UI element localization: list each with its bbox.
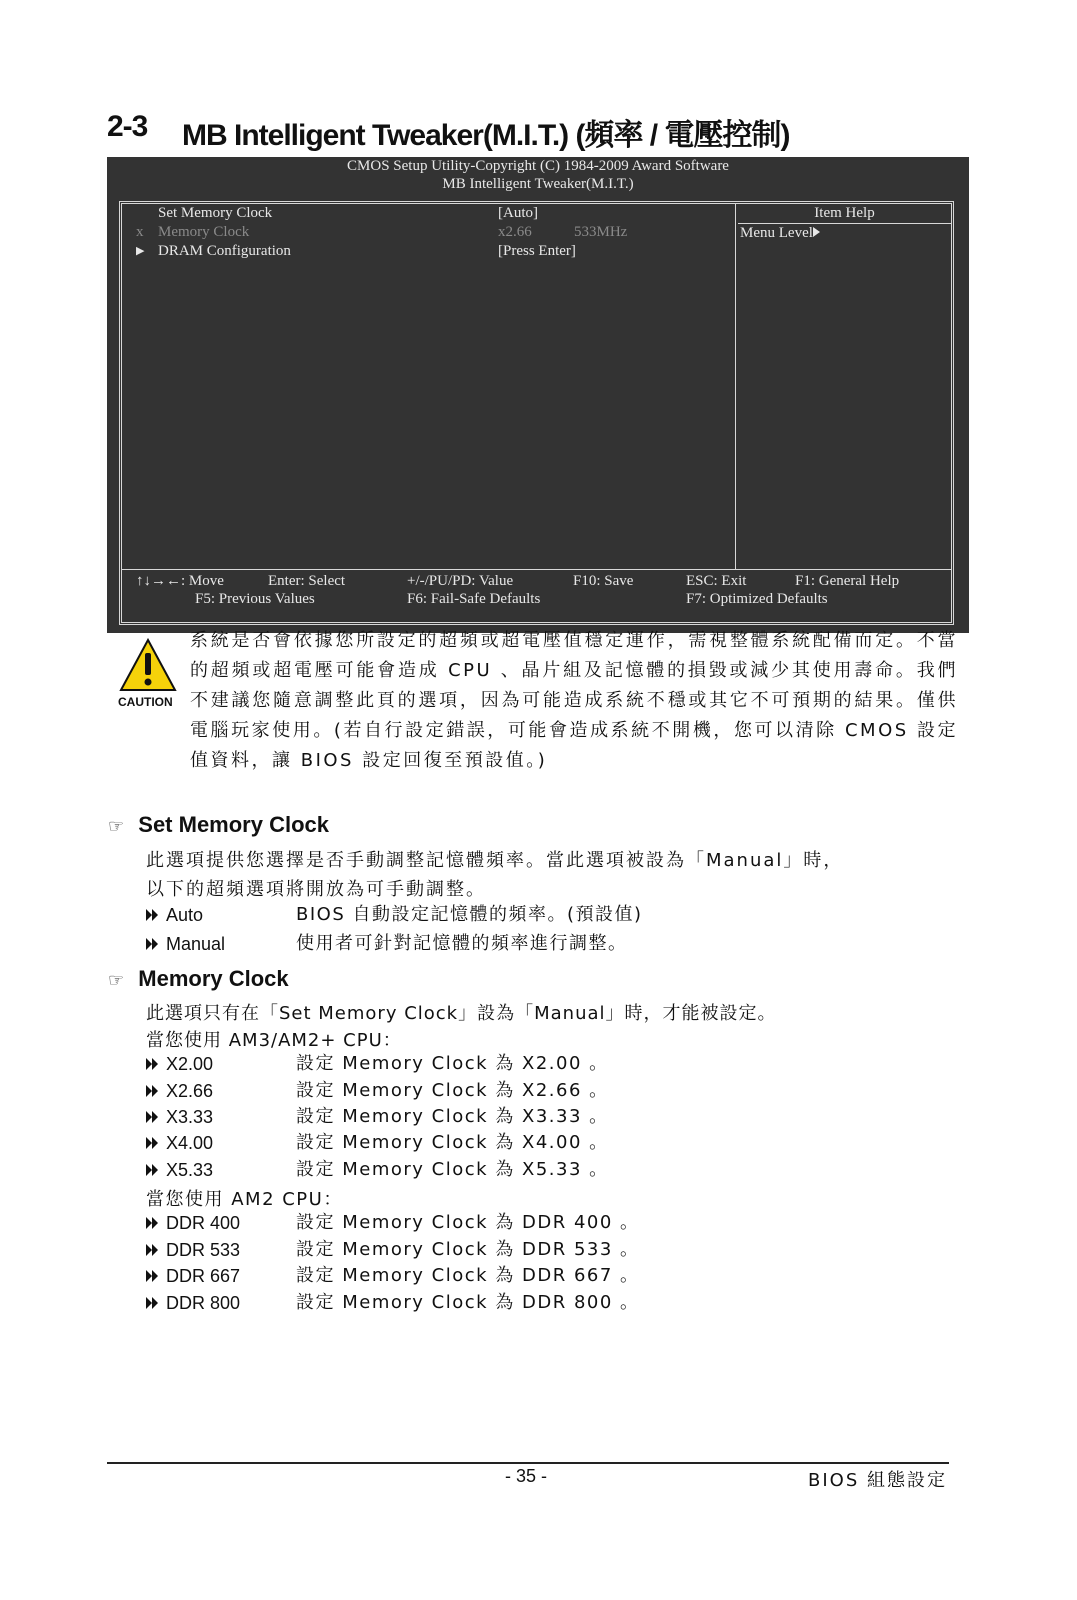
item-value: [Auto] — [498, 205, 538, 221]
triangle-right-icon — [813, 227, 820, 237]
option-desc: 設定 Memory Clock 為 DDR 400 。 — [296, 1212, 640, 1233]
option-desc: 設定 Memory Clock 為 X2.66 。 — [296, 1080, 609, 1101]
page-number: - 35 - — [505, 1466, 548, 1486]
option-desc: 設定 Memory Clock 為 X3.33 。 — [296, 1106, 609, 1127]
key-move: ↑↓→←: Move — [136, 573, 224, 589]
pointing-hand-icon: ☞ — [108, 970, 125, 991]
double-arrow-icon — [146, 1264, 166, 1288]
bios-frame — [119, 201, 954, 625]
memory-clock-desc: 此選項只有在「Set Memory Clock」設為「Manual」時，才能被設定。 — [146, 1003, 777, 1024]
disabled-x-marker: x — [136, 224, 144, 240]
section-title: MB Intelligent Tweaker(M.I.T.) (頻率 / 電壓控制) — [182, 119, 790, 152]
item-label: DRAM Configuration — [158, 243, 291, 259]
double-arrow-icon — [146, 903, 166, 927]
option-name: X2.00 — [166, 1054, 214, 1074]
option-x2-00 — [146, 1052, 609, 1076]
option-ddr-800 — [146, 1291, 640, 1315]
bios-divider-vertical — [735, 204, 736, 569]
double-arrow-icon — [146, 1211, 166, 1235]
option-name: X4.00 — [166, 1133, 214, 1153]
double-arrow-icon — [146, 1238, 166, 1262]
option-name: X5.33 — [166, 1160, 214, 1180]
item-help-title: Item Help — [738, 204, 951, 224]
submenu-arrow-icon: ▶ — [136, 245, 145, 257]
option-manual — [146, 932, 628, 956]
option-x4-00 — [146, 1131, 609, 1155]
caution-warning-icon — [118, 638, 182, 710]
bios-item-memory-clock — [122, 223, 722, 242]
option-name: DDR 800 — [166, 1293, 241, 1313]
double-arrow-icon — [146, 1131, 166, 1155]
double-arrow-icon — [146, 1291, 166, 1315]
option-desc: BIOS 自動設定記憶體的頻率。(預設值) — [296, 904, 643, 925]
bios-header-copyright: CMOS Setup Utility-Copyright (C) 1984-2009 Award Software — [347, 158, 729, 174]
double-arrow-icon — [146, 1158, 166, 1182]
footer-rule — [107, 1462, 949, 1464]
option-ddr-667 — [146, 1264, 640, 1288]
item-label: Set Memory Clock — [158, 205, 273, 221]
item-value-frequency: 533MHz — [574, 224, 628, 240]
option-name: X2.66 — [166, 1081, 214, 1101]
bios-divider-horizontal — [122, 569, 951, 570]
option-desc: 設定 Memory Clock 為 DDR 667 。 — [296, 1265, 640, 1286]
key-save: F10: Save — [573, 573, 634, 589]
memory-clock-heading — [108, 966, 289, 992]
key-previous-values: F5: Previous Values — [195, 591, 315, 607]
double-arrow-icon — [146, 1079, 166, 1103]
option-auto — [146, 903, 643, 927]
option-ddr-533 — [146, 1238, 640, 1262]
item-value: x2.66 — [498, 224, 532, 240]
menu-level-label: Menu Level — [740, 225, 813, 241]
option-desc: 設定 Memory Clock 為 X5.33 。 — [296, 1159, 609, 1180]
option-name: Auto — [166, 905, 204, 925]
key-exit: ESC: Exit — [686, 573, 747, 589]
heading-text: Memory Clock — [138, 966, 289, 991]
option-desc: 設定 Memory Clock 為 DDR 533 。 — [296, 1239, 640, 1260]
bios-item-set-memory-clock[interactable] — [122, 204, 722, 223]
chapter-title: BIOS 組態設定 — [808, 1470, 947, 1491]
key-failsafe-defaults: F6: Fail-Safe Defaults — [407, 591, 541, 607]
am2-title: 當您使用 AM2 CPU： — [146, 1189, 343, 1210]
option-desc: 使用者可針對記憶體的頻率進行調整。 — [296, 933, 628, 954]
bios-header-title: MB Intelligent Tweaker(M.I.T.) — [442, 176, 634, 192]
option-name: DDR 667 — [166, 1266, 241, 1286]
double-arrow-icon — [146, 1105, 166, 1129]
set-memory-clock-desc-1: 此選項提供您選擇是否手動調整記憶體頻率。當此選項被設為「Manual」時， — [146, 850, 844, 871]
option-name: DDR 400 — [166, 1213, 241, 1233]
caution-label: CAUTION — [118, 695, 173, 709]
caution-text: 系統是否會依據您所設定的超頻或超電壓值穩定運作，需視整體系統配備而定。不當的超頻或超電壓可能會造成 CPU 、晶片組及記憶體的損毀或減少其使用壽命。我們不建議您隨意調整此頁的選項，因為可能造成系統不穩或其它不可預期的結果。僅供電腦玩家使用。(若自行設定錯誤，可能會造成系統不開機，您可以清除 CMOS 設定值資料，讓 BIOS 設定回復至預設值。) — [190, 630, 958, 771]
option-desc: 設定 Memory Clock 為 X2.00 。 — [296, 1053, 609, 1074]
double-arrow-icon — [146, 1052, 166, 1076]
key-help: F1: General Help — [795, 573, 900, 589]
bios-item-dram-configuration[interactable] — [122, 242, 722, 261]
item-value: [Press Enter] — [498, 243, 576, 259]
option-ddr-400 — [146, 1211, 640, 1235]
option-name: X3.33 — [166, 1107, 214, 1127]
option-name: Manual — [166, 934, 226, 954]
am3-title: 當您使用 AM3/AM2+ CPU： — [146, 1030, 402, 1051]
set-memory-clock-heading — [108, 812, 329, 838]
option-x5-33 — [146, 1158, 609, 1182]
heading-text: Set Memory Clock — [138, 812, 329, 837]
option-name: DDR 533 — [166, 1240, 241, 1260]
key-enter: Enter: Select — [268, 573, 346, 589]
option-x3-33 — [146, 1105, 609, 1129]
pointing-hand-icon: ☞ — [108, 816, 125, 837]
bios-screen — [107, 157, 969, 633]
option-x2-66 — [146, 1079, 609, 1103]
set-memory-clock-desc-2: 以下的超頻選項將開放為可手動調整。 — [146, 879, 486, 900]
key-optimized-defaults: F7: Optimized Defaults — [686, 591, 828, 607]
menu-level — [740, 225, 820, 242]
double-arrow-icon — [146, 932, 166, 956]
key-value: +/-/PU/PD: Value — [407, 573, 514, 589]
option-desc: 設定 Memory Clock 為 X4.00 。 — [296, 1132, 609, 1153]
section-number: 2-3 — [107, 110, 148, 143]
item-label: Memory Clock — [158, 224, 250, 240]
option-desc: 設定 Memory Clock 為 DDR 800 。 — [296, 1292, 640, 1313]
